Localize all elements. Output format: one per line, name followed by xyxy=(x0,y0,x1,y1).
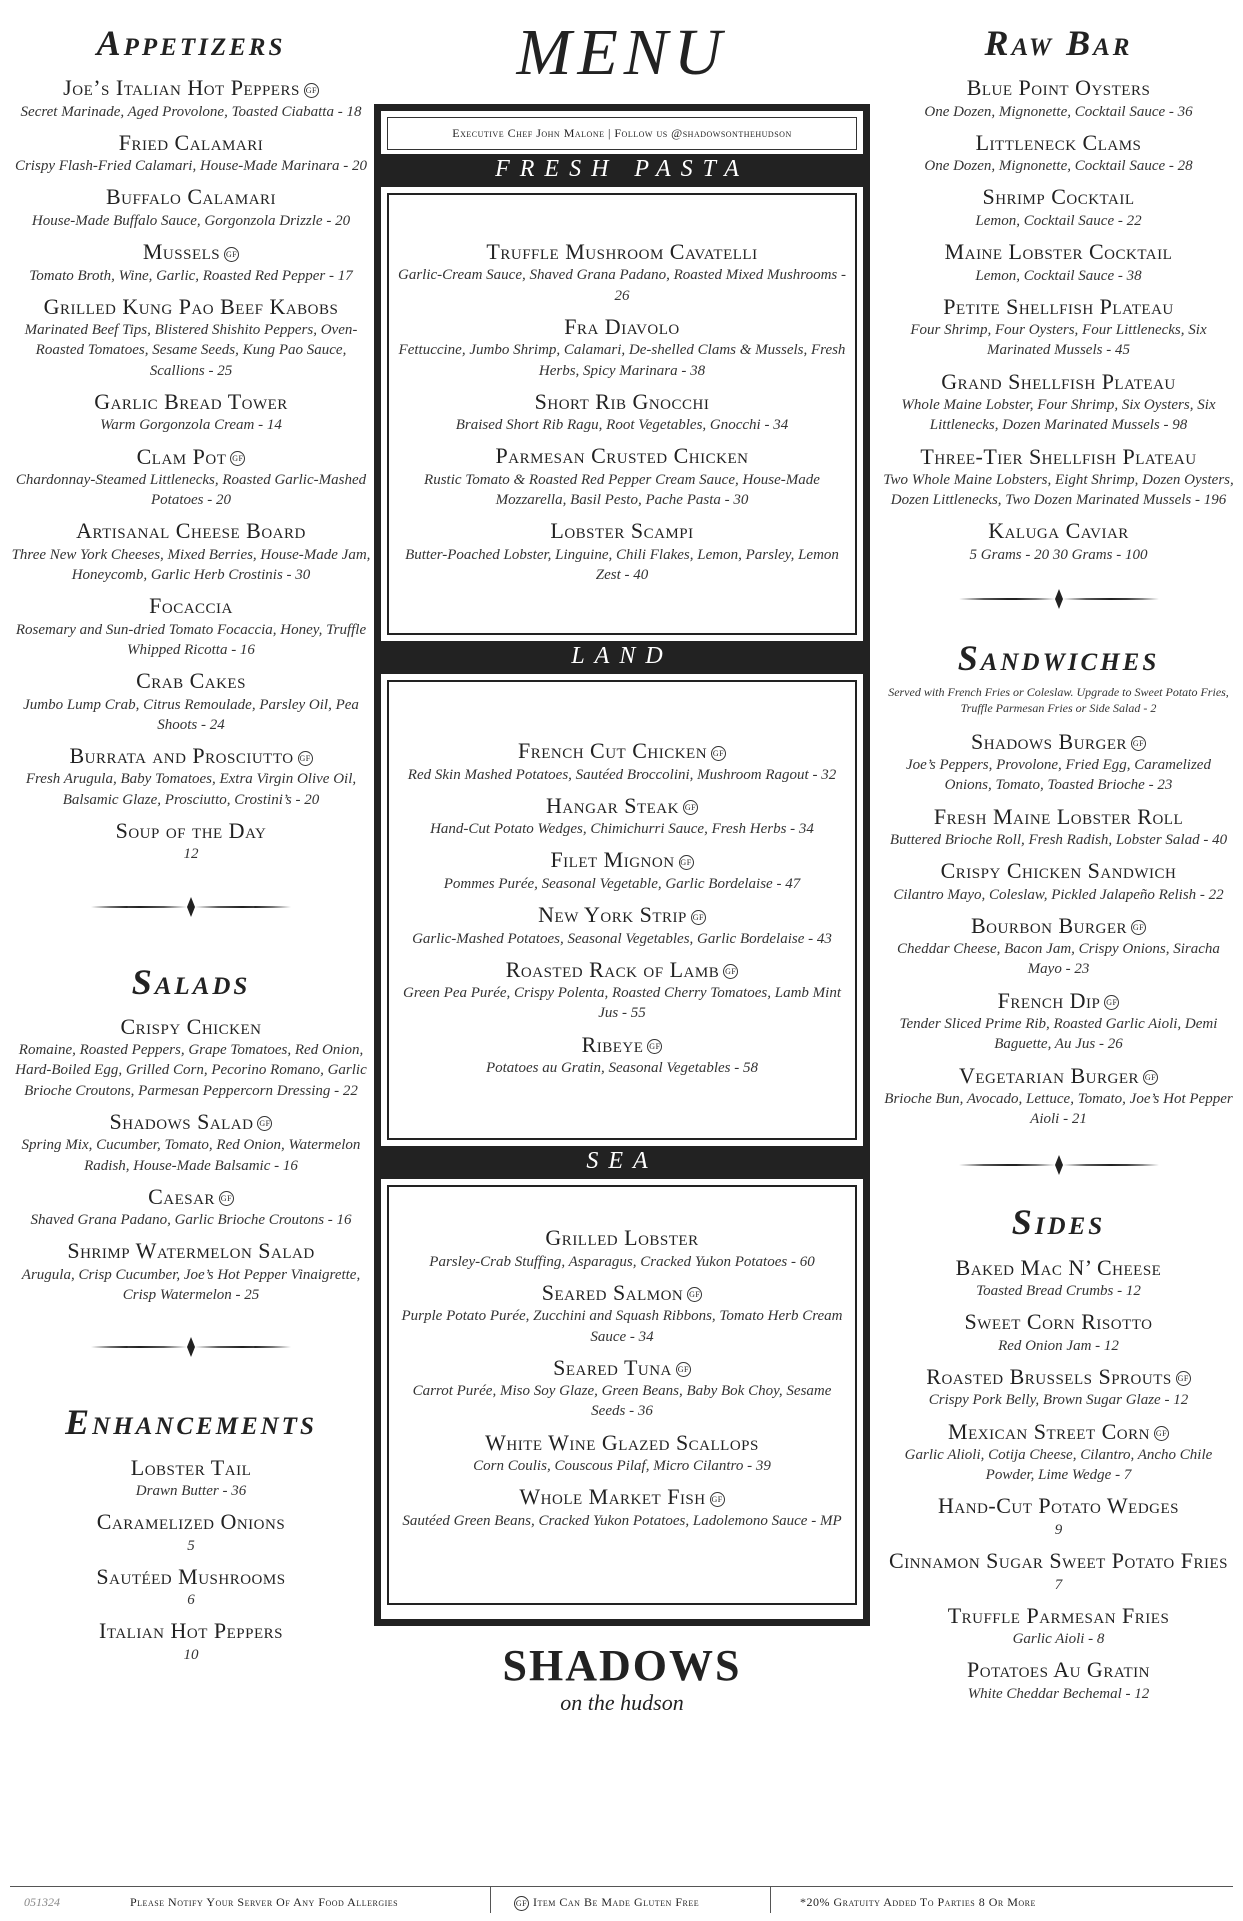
menu-item-description: Arugula, Crisp Cucumber, Joe’s Hot Pepper Vinaigrette, Crisp Watermelon - 25 xyxy=(21,1266,361,1304)
menu-item-description: Tomato Broth, Wine, Garlic, Roasted Red Pepper - 17 xyxy=(29,267,353,284)
footer-allergy: Please Notify Your Server Of Any Food Allergies xyxy=(130,1895,399,1909)
menu-item-name xyxy=(395,1225,849,1251)
menu-item-name-text: Artisanal Cheese Board xyxy=(76,518,306,544)
menu-item-name-text: Fresh Maine Lobster Roll xyxy=(933,803,1184,829)
menu-item-description: Cilantro Mayo, Coleslaw, Pickled Jalapeño Relish - 22 xyxy=(893,886,1224,903)
sandwiches-list xyxy=(882,729,1235,1130)
gluten-free-icon: GF xyxy=(687,1287,702,1302)
menu-item-description: Red Onion Jam - 12 xyxy=(998,1337,1119,1354)
menu-item-name xyxy=(882,130,1235,156)
enhancements-title: Enhancements xyxy=(65,1402,317,1443)
gluten-free-icon: GF xyxy=(219,1191,234,1206)
menu-item-description: Garlic-Mashed Potatoes, Seasonal Vegetables, Garlic Bordelaise - 43 xyxy=(412,930,832,947)
menu-item-name-text: Kaluga Caviar xyxy=(988,518,1129,544)
menu-item xyxy=(882,130,1235,177)
menu-item-name-text: Caramelized Onions xyxy=(96,1509,286,1535)
menu-item-name-text: Baked Mac N’ Cheese xyxy=(955,1254,1162,1280)
menu-item-name-text: Maine Lobster Cocktail xyxy=(944,239,1173,265)
menu-item-name xyxy=(10,1564,372,1590)
menu-item-description: Rustic Tomato & Roasted Red Pepper Cream Sauce, House-Made Mozzarella, Basil Pesto, Pache Pasta - 30 xyxy=(424,471,820,509)
menu-item-name xyxy=(882,1548,1235,1574)
menu-item xyxy=(10,184,372,231)
menu-item-description: 7 xyxy=(1054,1576,1063,1593)
menu-item xyxy=(882,1657,1235,1704)
menu-item xyxy=(395,1225,849,1272)
menu-item-name-text: Mussels xyxy=(142,239,221,265)
menu-item-name-text: Crab Cakes xyxy=(136,668,246,694)
menu-item-description: Fresh Arugula, Baby Tomatoes, Extra Virgin Olive Oil, Balsamic Glaze, Prosciutto, Crostini’s - 20 xyxy=(25,771,357,808)
gluten-free-icon: GF xyxy=(683,800,698,815)
menu-item-name xyxy=(882,1063,1235,1089)
menu-item xyxy=(882,729,1235,796)
ornament-divider xyxy=(959,589,1159,609)
menu-item-description: Four Shrimp, Four Oysters, Four Littlenecks, Six Marinated Mussels - 45 xyxy=(910,322,1207,359)
menu-item-name-text: Focaccia xyxy=(149,593,233,619)
gluten-free-icon: GF xyxy=(723,964,738,979)
sea-list xyxy=(395,1225,849,1531)
menu-item-name xyxy=(882,1657,1235,1683)
menu-item-name-text: Buffalo Calamari xyxy=(105,184,277,210)
gluten-free-icon: GF xyxy=(1143,1070,1158,1085)
menu-item-description: 10 xyxy=(183,1646,199,1663)
menu-item-name xyxy=(882,294,1235,320)
menu-item-description: Red Skin Mashed Potatoes, Sautéed Broccolini, Mushroom Ragout - 32 xyxy=(407,766,837,783)
menu-item xyxy=(882,184,1235,231)
menu-item-name xyxy=(395,1355,849,1381)
menu-item-name-text: Lobster Tail xyxy=(130,1454,252,1480)
menu-item-name-text: Petite Shellfish Plateau xyxy=(943,293,1174,319)
raw-bar-list xyxy=(882,75,1235,565)
gluten-free-icon: GF xyxy=(1176,1371,1191,1386)
menu-item xyxy=(882,1548,1235,1595)
menu-item-name-text: Whole Market Fish xyxy=(519,1484,706,1510)
menu-item xyxy=(395,902,849,949)
gluten-free-icon: GF xyxy=(1104,995,1119,1010)
menu-item-name xyxy=(10,1618,372,1644)
menu-item xyxy=(10,239,372,286)
menu-item xyxy=(882,1603,1235,1650)
menu-item-description: Carrot Purée, Miso Soy Glaze, Green Beans, Baby Bok Choy, Sesame Seeds - 36 xyxy=(412,1383,832,1420)
footer-separator xyxy=(490,1887,491,1913)
menu-item-name-text: Soup of the Day xyxy=(115,817,267,843)
enhancements-list xyxy=(10,1455,372,1666)
footer-gratuity: *20% Gratuity Added To Parties 8 Or More xyxy=(800,1895,1036,1909)
menu-item-name xyxy=(395,738,849,764)
footer-gluten xyxy=(514,1887,699,1913)
menu-item-description: Three New York Cheeses, Mixed Berries, House-Made Jam, Honeycomb, Garlic Herb Crostinis - 30 xyxy=(11,546,371,584)
menu-item-description: 5 Grams - 20 30 Grams - 100 xyxy=(969,546,1148,563)
menu-item xyxy=(882,369,1235,436)
menu-item xyxy=(395,793,849,840)
menu-item xyxy=(10,1618,372,1665)
menu-item-name xyxy=(882,75,1235,101)
menu-item-name xyxy=(10,239,372,265)
menu-item-name-text: Truffle Parmesan Fries xyxy=(947,1602,1170,1628)
menu-item-description: Toasted Bread Crumbs - 12 xyxy=(976,1283,1141,1300)
sea-title: SEA xyxy=(381,1146,863,1179)
gluten-free-icon: GF xyxy=(224,247,239,262)
menu-item-name-text: Fra Diavolo xyxy=(564,313,680,339)
menu-item-description: Pommes Purée, Seasonal Vegetable, Garlic Bordelaise - 47 xyxy=(443,875,801,892)
menu-item-name xyxy=(882,444,1235,470)
menu-item-name-text: Filet Mignon xyxy=(550,847,675,873)
menu-item xyxy=(882,1493,1235,1540)
salads-list xyxy=(10,1014,372,1306)
salads-title: Salads xyxy=(131,961,251,1002)
menu-item-name xyxy=(10,743,372,769)
menu-item xyxy=(10,389,372,436)
menu-item-name xyxy=(882,1364,1235,1390)
menu-item-name-text: Sweet Corn Risotto xyxy=(964,1309,1153,1335)
sandwiches-note: Served with French Fries or Coleslaw. Upgrade to Sweet Potato Fries, Truffle Parmesan Fries or Side Salad - 2 xyxy=(888,685,1229,716)
menu-item-name-text: Grilled Lobster xyxy=(545,1225,699,1251)
ornament-divider xyxy=(91,897,291,917)
gluten-free-icon: GF xyxy=(257,1116,272,1131)
menu-item-description: 9 xyxy=(1054,1521,1063,1538)
menu-item-name-text: Shadows Salad xyxy=(109,1108,254,1134)
menu-item-name-text: Vegetarian Burger xyxy=(958,1062,1139,1088)
menu-item-name-text: Shadows Burger xyxy=(970,728,1128,754)
sandwiches-title: Sandwiches xyxy=(957,638,1160,679)
menu-item xyxy=(395,389,849,436)
menu-item-name xyxy=(10,1184,372,1210)
middle-column xyxy=(372,0,872,1716)
menu-item-name-text: Truffle Mushroom Cavatelli xyxy=(486,239,758,264)
menu-item-name xyxy=(395,443,849,469)
menu-item-name-text: Italian Hot Peppers xyxy=(99,1618,283,1644)
menu-item-name xyxy=(10,1109,372,1135)
menu-item-name-text: Roasted Brussels Sprouts xyxy=(926,1363,1172,1389)
sea-box xyxy=(387,1185,857,1605)
menu-item-description: Garlic Aioli - 8 xyxy=(1012,1631,1105,1648)
menu-item-name-text: Potatoes Au Gratin xyxy=(967,1657,1150,1683)
menu-item-name-text: Littleneck Clams xyxy=(975,129,1142,155)
menu-item-name-text: Fried Calamari xyxy=(118,129,264,155)
menu-item-name-text: Sautéed Mushrooms xyxy=(96,1563,286,1589)
menu-item xyxy=(10,294,372,381)
gluten-free-icon: GF xyxy=(298,751,313,766)
menu-item xyxy=(10,1238,372,1305)
menu-item-name xyxy=(882,804,1235,830)
menu-item-name-text: Burrata and Prosciutto xyxy=(69,743,294,769)
menu-item-name xyxy=(395,847,849,873)
menu-item-name-text: Parmesan Crusted Chicken xyxy=(495,443,749,469)
gluten-free-icon: GF xyxy=(1131,920,1146,935)
footer-separator xyxy=(770,1887,771,1913)
menu-item-description: Braised Short Rib Ragu, Root Vegetables, Gnocchi - 34 xyxy=(455,417,789,434)
menu-item xyxy=(10,668,372,735)
menu-item xyxy=(395,1355,849,1422)
gluten-free-icon: GF xyxy=(514,1896,529,1911)
menu-item-name-text: Crispy Chicken Sandwich xyxy=(940,858,1177,884)
left-column xyxy=(10,0,372,1673)
menu-item-name-text: Seared Tuna xyxy=(553,1354,672,1380)
menu-item-name xyxy=(10,668,372,694)
menu-item-name-text: New York Strip xyxy=(538,902,687,928)
menu-item-name xyxy=(10,1455,372,1481)
menu-item xyxy=(395,957,849,1024)
menu-item xyxy=(882,1063,1235,1130)
menu-item xyxy=(10,130,372,177)
gluten-free-icon: GF xyxy=(676,1362,691,1377)
menu-item xyxy=(10,1184,372,1231)
menu-item-description: 5 xyxy=(187,1537,195,1554)
footer-code: 051324 xyxy=(24,1895,60,1909)
menu-item-name xyxy=(10,75,372,101)
menu-item-description: Marinated Beef Tips, Blistered Shishito Peppers, Oven-Roasted Tomatoes, Sesame Seeds, Kung Pao Sauce, Scallions - 25 xyxy=(24,322,358,379)
sides-list xyxy=(882,1255,1235,1704)
gluten-free-icon: GF xyxy=(711,746,726,761)
menu-item-name xyxy=(882,518,1235,544)
menu-item-name xyxy=(10,184,372,210)
menu-item-name xyxy=(395,1484,849,1510)
menu-item-name xyxy=(882,858,1235,884)
menu-item xyxy=(882,1419,1235,1486)
menu-item-description: Parsley-Crab Stuffing, Asparagus, Cracked Yukon Potatoes - 60 xyxy=(429,1253,815,1270)
menu-item-description: Hand-Cut Potato Wedges, Chimichurri Sauce, Fresh Herbs - 34 xyxy=(430,821,814,838)
menu-item-name xyxy=(882,913,1235,939)
gluten-free-icon: GF xyxy=(710,1492,725,1507)
menu-item-name-text: Roasted Rack of Lamb xyxy=(505,956,720,982)
appetizers-title: Appetizers xyxy=(96,23,286,63)
menu-item-name-text: Hangar Steak xyxy=(546,792,679,818)
menu-item-name xyxy=(395,1032,849,1058)
menu-item-description: One Dozen, Mignonette, Cocktail Sauce - 36 xyxy=(924,103,1193,120)
menu-item-description: Cheddar Cheese, Bacon Jam, Crispy Onions, Siracha Mayo - 23 xyxy=(897,941,1220,978)
menu-item-name-text: Shrimp Cocktail xyxy=(982,184,1135,210)
menu-item-name xyxy=(10,444,372,470)
menu-item-name-text: Mexican Street Corn xyxy=(948,1418,1150,1444)
menu-item-name-text: Ribeye xyxy=(581,1031,644,1057)
menu-item-description: Garlic Alioli, Cotija Cheese, Cilantro, Ancho Chile Powder, Lime Wedge - 7 xyxy=(904,1446,1213,1484)
menu-item xyxy=(395,443,849,510)
menu-item-name xyxy=(882,988,1235,1014)
menu-item xyxy=(882,1309,1235,1356)
menu-item xyxy=(10,593,372,660)
menu-item-name-text: French Cut Chicken xyxy=(517,738,708,764)
menu-item-name xyxy=(882,1493,1235,1519)
menu-item-description: Garlic-Cream Sauce, Shaved Grana Padano, Roasted Mixed Mushrooms - 26 xyxy=(398,267,846,304)
menu-item-description: Corn Coulis, Couscous Pilaf, Micro Cilantro - 39 xyxy=(473,1458,771,1475)
menu-item-description: Green Pea Purée, Crispy Polenta, Roasted Cherry Tomatoes, Lamb Mint Jus - 55 xyxy=(402,985,841,1022)
menu-item-description: Spring Mix, Cucumber, Tomato, Red Onion, Watermelon Radish, House-Made Balsamic - 16 xyxy=(21,1137,361,1174)
menu-item-name-text: Grilled Kung Pao Beef Kabobs xyxy=(43,293,339,319)
menu-item-description: Butter-Poached Lobster, Linguine, Chili Flakes, Lemon, Parsley, Lemon Zest - 40 xyxy=(405,546,839,583)
ornament-divider xyxy=(91,1337,291,1357)
sides-title: Sides xyxy=(1011,1202,1106,1243)
menu-item-name xyxy=(10,294,372,320)
land-box xyxy=(387,680,857,1140)
appetizers-list xyxy=(10,75,372,864)
pasta-title: FRESH PASTA xyxy=(381,154,863,187)
menu-item-description: Crispy Flash-Fried Calamari, House-Made Marinara - 20 xyxy=(14,158,368,175)
menu-item-description: Buttered Brioche Roll, Fresh Radish, Lobster Salad - 40 xyxy=(889,831,1228,848)
right-column xyxy=(882,0,1235,1712)
menu-item xyxy=(395,239,849,306)
menu-item-name xyxy=(882,369,1235,395)
menu-item-name-text: Hand-Cut Potato Wedges xyxy=(937,1493,1179,1519)
menu-item-description: Warm Gorgonzola Cream - 14 xyxy=(100,417,282,434)
menu-item-description: Rosemary and Sun-dried Tomato Focaccia, Honey, Truffle Whipped Ricotta - 16 xyxy=(15,621,367,658)
menu-item-description: One Dozen, Mignonette, Cocktail Sauce - 28 xyxy=(924,158,1193,175)
menu-item-name xyxy=(882,1255,1235,1281)
menu-item-description: Drawn Butter - 36 xyxy=(135,1482,247,1499)
gluten-free-icon: GF xyxy=(1154,1426,1169,1441)
menu-item-name xyxy=(882,729,1235,755)
menu-item xyxy=(10,518,372,585)
menu-item xyxy=(10,818,372,865)
menu-item-name xyxy=(395,902,849,928)
menu-item xyxy=(882,75,1235,122)
menu-item-name xyxy=(395,314,849,340)
menu-item xyxy=(882,913,1235,980)
menu-item-name-text: Three-Tier Shellfish Plateau xyxy=(920,443,1197,469)
menu-item-description: Chardonnay-Steamed Littlenecks, Roasted Garlic-Mashed Potatoes - 20 xyxy=(15,471,367,509)
menu-title: MENU xyxy=(516,16,728,89)
menu-item-name-text: Blue Point Oysters xyxy=(966,75,1151,101)
menu-item-name xyxy=(882,239,1235,265)
menu-item xyxy=(882,1255,1235,1302)
menu-item xyxy=(10,444,372,511)
menu-item xyxy=(882,444,1235,511)
menu-item-name xyxy=(10,1014,372,1040)
menu-item xyxy=(882,1364,1235,1411)
menu-item-name xyxy=(10,1509,372,1535)
footer-gluten-text: Item Can Be Made Gluten Free xyxy=(533,1895,700,1909)
menu-item-name xyxy=(395,1430,849,1456)
menu-item xyxy=(882,518,1235,565)
menu-item-description: Lemon, Cocktail Sauce - 22 xyxy=(975,212,1142,229)
menu-item-name xyxy=(395,957,849,983)
menu-item-description: Romaine, Roasted Peppers, Grape Tomatoes, Red Onion, Hard-Boiled Egg, Grilled Corn, Pecorino Romano, Garlic Brioche Croutons, Parmesan Peppercorn Dressing - 22 xyxy=(15,1042,367,1099)
menu-item-name-text: Clam Pot xyxy=(136,443,227,469)
menu-item-description: Whole Maine Lobster, Four Shrimp, Six Oysters, Six Littlenecks, Dozen Marinated Mussels - 98 xyxy=(901,397,1216,434)
menu-item-description: House-Made Buffalo Sauce, Gorgonzola Drizzle - 20 xyxy=(31,212,351,229)
menu-item-name xyxy=(395,239,849,265)
menu-item-description: Purple Potato Purée, Zucchini and Squash Ribbons, Tomato Herb Cream Sauce - 34 xyxy=(401,1308,843,1345)
menu-item-name-text: Joe’s Italian Hot Peppers xyxy=(63,75,300,101)
menu-item xyxy=(395,1484,849,1531)
menu-item xyxy=(882,804,1235,851)
logo xyxy=(372,1641,872,1716)
land-title: LAND xyxy=(381,641,863,674)
menu-item-name xyxy=(395,518,849,544)
menu-item xyxy=(395,847,849,894)
menu-item xyxy=(10,1564,372,1611)
footer xyxy=(10,1886,1233,1921)
menu-item-description: Shaved Grana Padano, Garlic Brioche Croutons - 16 xyxy=(30,1212,352,1229)
menu-item-name xyxy=(10,593,372,619)
menu-item-description: Jumbo Lump Crab, Citrus Remoulade, Parsley Oil, Pea Shoots - 24 xyxy=(23,696,359,733)
menu-item-name-text: Short Rib Gnocchi xyxy=(534,388,710,414)
menu-item-name xyxy=(395,389,849,415)
mains-frame xyxy=(374,104,870,1626)
menu-item-description: Joe’s Peppers, Provolone, Fried Egg, Caramelized Onions, Tomato, Toasted Brioche - 23 xyxy=(906,757,1211,794)
menu-item-description: Brioche Bun, Avocado, Lettuce, Tomato, Joe’s Hot Pepper Aioli - 21 xyxy=(884,1090,1233,1128)
menu-item-description: Two Whole Maine Lobsters, Eight Shrimp, Dozen Oysters, Dozen Littlenecks, Two Dozen Marinated Mussels - 196 xyxy=(883,471,1234,509)
menu-item xyxy=(395,1430,849,1477)
menu-item-description: Lemon, Cocktail Sauce - 38 xyxy=(975,267,1142,284)
land-list xyxy=(395,738,849,1078)
menu-item xyxy=(10,1455,372,1502)
menu-item xyxy=(395,1032,849,1079)
menu-item-name-text: French Dip xyxy=(997,987,1101,1013)
ornament-divider xyxy=(959,1155,1159,1175)
raw-bar-title: Raw Bar xyxy=(984,23,1133,63)
menu-item xyxy=(395,738,849,785)
menu-item-description: 12 xyxy=(183,846,199,863)
menu-item-name-text: Bourbon Burger xyxy=(970,912,1128,938)
menu-item-name xyxy=(395,1280,849,1306)
menu-item-name xyxy=(882,184,1235,210)
menu-item xyxy=(882,988,1235,1055)
menu-item xyxy=(882,858,1235,905)
menu-item-name xyxy=(882,1419,1235,1445)
menu-item-name-text: Seared Salmon xyxy=(541,1279,684,1305)
menu-item xyxy=(10,1509,372,1556)
gluten-free-icon: GF xyxy=(230,451,245,466)
menu-item-name-text: Shrimp Watermelon Salad xyxy=(67,1238,315,1264)
gluten-free-icon: GF xyxy=(679,855,694,870)
menu-item-name-text: White Wine Glazed Scallops xyxy=(485,1429,759,1455)
menu-item-name xyxy=(10,389,372,415)
logo-sub: on the hudson xyxy=(560,1690,684,1715)
logo-main: SHADOWS xyxy=(502,1641,742,1690)
chef-line: Executive Chef John Malone | Follow us @shadowsonthehudson xyxy=(387,117,857,150)
menu-item-description: 6 xyxy=(187,1592,195,1609)
menu-item xyxy=(10,1109,372,1176)
gluten-free-icon: GF xyxy=(1131,736,1146,751)
menu-item-name xyxy=(882,1309,1235,1335)
pasta-box xyxy=(387,193,857,635)
menu-item xyxy=(395,1280,849,1347)
menu-item-description: Potatoes au Gratin, Seasonal Vegetables - 58 xyxy=(485,1060,759,1077)
menu-item-name-text: Crispy Chicken xyxy=(120,1013,262,1039)
menu-item-name-text: Garlic Bread Tower xyxy=(94,388,288,414)
menu-item-description: Sautéed Green Beans, Cracked Yukon Potatoes, Ladolemono Sauce - MP xyxy=(402,1512,842,1529)
menu-item-name xyxy=(10,518,372,544)
menu-item xyxy=(882,294,1235,361)
menu-item-name xyxy=(10,1238,372,1264)
menu-item-name xyxy=(10,130,372,156)
gluten-free-icon: GF xyxy=(691,910,706,925)
menu-item xyxy=(10,743,372,810)
menu-item xyxy=(395,314,849,381)
menu-item-description: Secret Marinade, Aged Provolone, Toasted Ciabatta - 18 xyxy=(20,103,362,120)
menu-item-name xyxy=(882,1603,1235,1629)
menu-item-description: Tender Sliced Prime Rib, Roasted Garlic Aioli, Demi Baguette, Au Jus - 26 xyxy=(899,1016,1218,1053)
menu-item-name xyxy=(10,818,372,844)
menu-item-name-text: Lobster Scampi xyxy=(550,518,694,544)
menu-item-description: Crispy Pork Belly, Brown Sugar Glaze - 12 xyxy=(928,1392,1189,1409)
menu-item-name-text: Grand Shellfish Plateau xyxy=(941,368,1176,394)
menu-item-name-text: Cinnamon Sugar Sweet Potato Fries xyxy=(889,1548,1228,1574)
menu-item-description: Fettuccine, Jumbo Shrimp, Calamari, De-shelled Clams & Mussels, Fresh Herbs, Spicy Marinara - 38 xyxy=(398,342,846,379)
menu-item xyxy=(882,239,1235,286)
menu-item-name xyxy=(395,793,849,819)
gluten-free-icon: GF xyxy=(304,83,319,98)
menu-item xyxy=(10,1014,372,1101)
menu-item-description: White Cheddar Bechemal - 12 xyxy=(967,1685,1150,1702)
pasta-list xyxy=(395,239,849,585)
gluten-free-icon: GF xyxy=(647,1039,662,1054)
menu-item-name-text: Caesar xyxy=(148,1183,215,1209)
menu-item xyxy=(10,75,372,122)
menu-item xyxy=(395,518,849,585)
